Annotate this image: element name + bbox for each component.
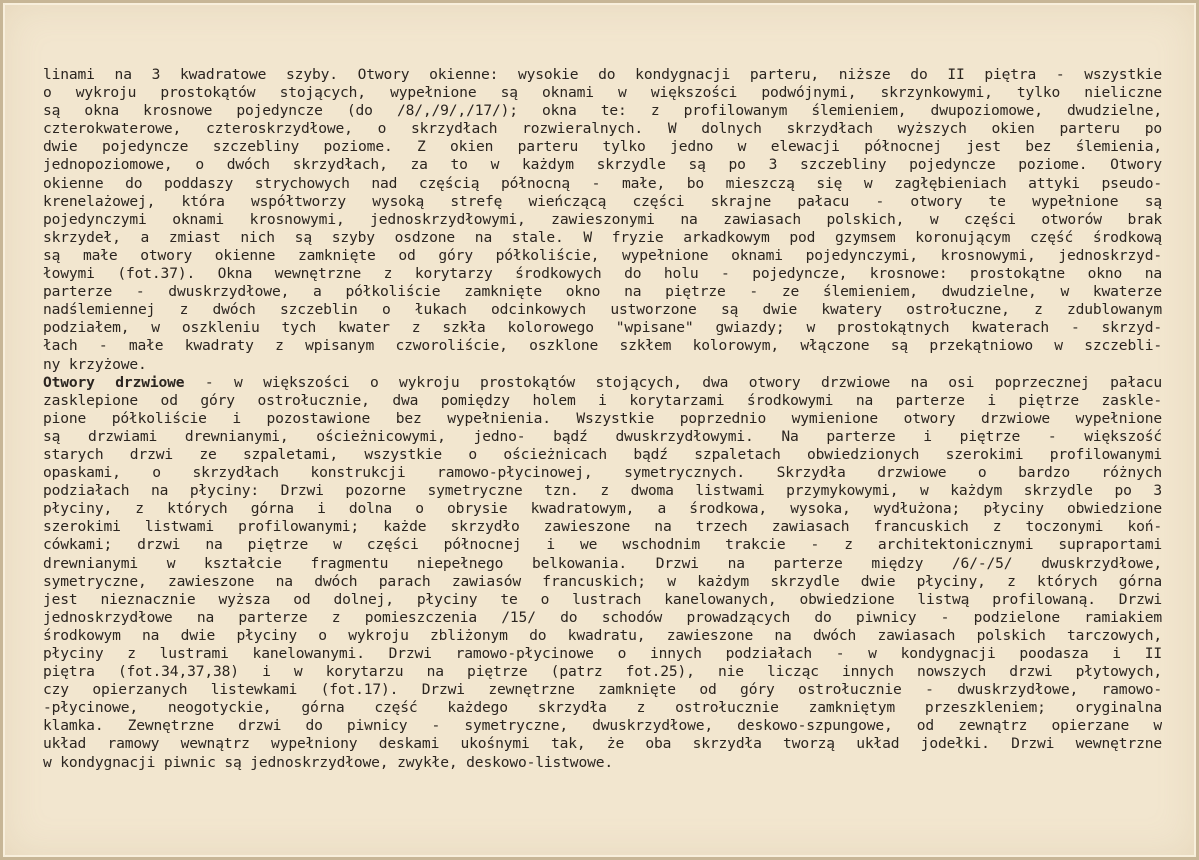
text-line: piętra (fot.34,37,38) i w korytarzu na piętrze (patrz fot.25), nie licząc innych nowszych drzwi płytowych,: [43, 663, 1162, 681]
text-line: płyciny z lustrami kanelowanymi. Drzwi ramowo-płycinowe o innych podziałach - w kondygnacji poodasza i II: [43, 645, 1162, 662]
text-line: czy opierzanych listewkami (fot.17). Drzwi zewnętrzne zamknięte od góry ostrołucznie - dwuskrzydłowe, ramowo-: [43, 681, 1162, 699]
text-line: w kondygnacji piwnic są jednoskrzydłowe, zwykłe, deskowo-listwowe.: [43, 753, 613, 771]
text-line: łach - małe kwadraty z wpisanym czworoliście, oszklone szkłem kolorowym, włączone są przekątniowo w szczebli-: [43, 337, 1162, 355]
text-line: o wykroju prostokątów stojących, wypełnione są oknami w większości podwójnymi, skrzynkowymi, tylko nieliczne: [43, 84, 1162, 102]
text-line: są drzwiami drewnianymi, ościeżnicowymi, jedno- bądź dwuskrzydłowymi. Na parterze i piętrze - większość: [43, 427, 1162, 445]
text-line: łowymi (fot.37). Okna wewnętrzne z korytarzy środkowych do holu - pojedyncze, krosnowe: prostokątne okno na: [43, 265, 1162, 283]
text-line: klamka. Zewnętrzne drzwi do piwnicy - symetryczne, dwuskrzydłowe, deskowo-szpungowe, od zewnątrz opierzane w: [43, 717, 1162, 735]
text-line-fragment: - w większości o wykroju prostokątów stojących, dwa otwory drzwiowe na osi poprzecznej pałacu: [184, 373, 1162, 391]
text-line: dwie pojedyncze szczebliny poziome. Z okien parteru tylko jedno w elewacji północnej jest bez ślemienia,: [43, 138, 1162, 156]
text-line: są okna krosnowe pojedyncze (do /8/,/9/,/17/); okna te: z profilowanym ślemieniem, dwupoziomowe, dwudzielne,: [43, 102, 1162, 120]
text-line: symetryczne, zawieszone na dwóch parach zawiasów francuskich; w każdym skrzydle dwie płyciny, z których górna: [43, 572, 1162, 590]
text-line: krenelażowej, która współtworzy wysoką strefę wieńczącą części skrajne pałacu - otwory te wypełnione są: [43, 192, 1162, 210]
text-line: podziałem, w oszkleniu tych kwater z szkła kolorowego "wpisane" gwiazdy; w prostokątnych kwaterach - skrzyd-: [43, 319, 1162, 337]
text-line: nadślemiennej z dwóch szczeblin o łukach odcinkowych ustworzone są dwie kwatery ostrołuczne, z zdublowanym: [43, 301, 1162, 319]
text-line: podziałach na płyciny: Drzwi pozorne symetryczne tzn. z dwoma listwami przymykowymi, w każdym skrzydle po 3: [43, 482, 1162, 500]
text-line: ny krzyżowe.: [43, 355, 147, 373]
document-body: [43, 66, 1162, 772]
doors-paragraph-first-line: [43, 374, 1162, 392]
text-line: zasklepione od góry ostrołucznie, dwa pomiędzy holem i korytarzami środkowymi na parterze i piętrze zaskle-: [43, 391, 1162, 409]
text-line: pojedynczymi oknami krosnowymi, jednoskrzydłowymi, zawieszonymi na zawiasach polskich, w części otworów brak: [43, 210, 1162, 228]
text-line: są małe otwory okienne zamknięte od góry półkoliście, wypełnione oknami pojedynczymi, krosnowymi, jednoskrzyd-: [43, 246, 1162, 264]
text-line: środkowym na dwie płyciny o wykroju zbliżonym do kwadratu, zawieszone na dwóch zawiasach polskich tarczowych,: [43, 626, 1162, 644]
text-line: jednopoziomowe, o dwóch skrzydłach, za to w każdym skrzydle są po 3 szczebliny pojedyncze poziome. Otwory: [43, 156, 1162, 174]
text-line: linami na 3 kwadratowe szyby. Otwory okienne: wysokie do kondygnacji parteru, niższe do II piętra - wszystkie: [43, 66, 1162, 83]
text-line: skrzydeł, a zmiast nich są szyby osdzone na stale. W fryzie arkadkowym pod gzymsem koronującym część środkową: [43, 228, 1162, 246]
text-line: cówkami; drzwi na piętrze w części północnej i we wschodnim trakcie - z architektonicznymi supraportami: [43, 536, 1162, 554]
text-line: starych drzwi ze szpaletami, wszystkie o ościeżnicach bądź szpaletach obwiedzionych szerokimi profilowanymi: [43, 445, 1162, 463]
text-line: drewnianymi w kształcie fragmentu niepełnego belkowania. Drzwi na parterze między /6/-/5/ dwuskrzydłowe,: [43, 554, 1162, 572]
text-line: jest nieznacznie wyższa od dolnej, płyciny te o lustrach kanelowanych, obwiedzione listwą profilowaną. Drzwi: [43, 590, 1162, 608]
text-line: płyciny, z których górna i dolna o obrysie kwadratowym, a środkowa, wysoka, wydłużona; płyciny obwiedzione: [43, 500, 1162, 518]
text-line: jednoskrzydłowe na parterze z pomieszczenia /15/ do schodów prowadzących do piwnicy - podzielone ramiakiem: [43, 608, 1162, 626]
doors-heading: Otwory drzwiowe: [43, 373, 185, 391]
text-line: układ ramowy wewnątrz wypełniony deskami ukośnymi tak, że oba skrzydła tworzą układ jodełki. Drzwi wewnętrzne: [43, 735, 1162, 753]
text-line: pione półkoliście i pozostawione bez wypełnienia. Wszystkie poprzednio wymienione otwory drzwiowe wypełnione: [43, 409, 1162, 427]
text-line: -płycinowe, neogotyckie, górna część każdego skrzydła z ostrołucznie zamkniętym przeszkleniem; oryginalna: [43, 699, 1162, 717]
text-line: opaskami, o skrzydłach konstrukcji ramowo-płycinowej, symetrycznych. Skrzydła drzwiowe o bardzo różnych: [43, 464, 1162, 482]
text-line: czterokwaterowe, czteroskrzydłowe, o skrzydłach rozwieralnych. W dolnych skrzydłach wyższych okien parteru po: [43, 120, 1162, 138]
text-line: parterze - dwuskrzydłowe, a półkoliście zamknięte okno na piętrze - ze ślemieniem, dwudzielne, w kwaterze: [43, 283, 1162, 301]
text-line: okienne do poddaszy strychowych nad częścią północną - małe, bo mieszczą się w zagłębieniach attyki pseudo-: [43, 174, 1162, 192]
text-line: szerokimi listwami profilowanymi; każde skrzydło zawieszone na trzech zawiasach francuskich z toczonymi koń-: [43, 518, 1162, 536]
